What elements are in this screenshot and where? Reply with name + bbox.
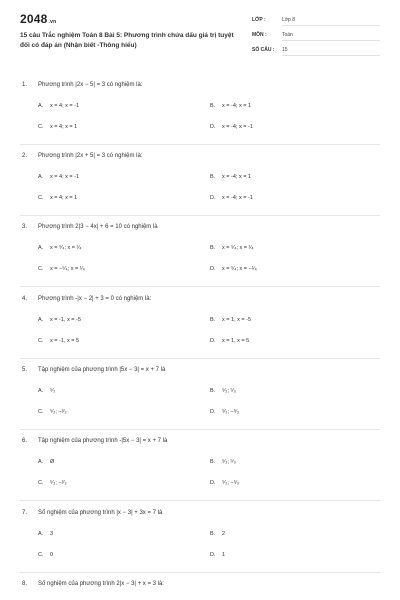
option-key: D. — [210, 480, 216, 486]
option-key: A. — [38, 317, 44, 323]
answer-option-d[interactable] — [210, 552, 225, 558]
option-key: D. — [210, 338, 216, 344]
mon-label: MÔN : — [252, 32, 267, 38]
logo-suffix: .vn — [48, 19, 57, 25]
option-value: ⁵⁄₂; ⁵⁄₃ — [222, 388, 236, 394]
option-key: B. — [210, 317, 216, 323]
option-key: A. — [38, 388, 44, 394]
answer-option-c[interactable] — [38, 409, 67, 415]
answer-option-d[interactable] — [210, 124, 253, 130]
question-number: 2. — [22, 153, 28, 159]
question-divider — [20, 144, 380, 145]
option-value: x = 4; x = -1 — [50, 174, 80, 180]
answer-option-a[interactable] — [38, 531, 53, 537]
option-key: C. — [38, 195, 44, 201]
socau-label: SỐ CÂU : — [252, 47, 275, 53]
option-value: Ø — [50, 459, 55, 465]
option-value: x = 1, x = 5 — [222, 338, 250, 344]
option-key: D. — [210, 124, 216, 130]
lop-label: LỚP : — [252, 17, 266, 23]
question-divider — [20, 429, 380, 430]
answer-option-d[interactable] — [210, 338, 249, 344]
question-text: Số nghiệm của phương trình 2|x − 3| + x = 3 là: — [38, 581, 164, 587]
question-number: 3. — [22, 224, 28, 230]
option-value: x = −⁵⁄₄; x = ¹⁄₄ — [50, 266, 85, 272]
answer-option-c[interactable] — [38, 195, 77, 201]
question-number: 5. — [22, 367, 28, 373]
question-divider — [20, 572, 380, 573]
answer-option-b[interactable] — [210, 174, 251, 180]
option-key: D. — [210, 195, 216, 201]
answer-option-c[interactable] — [38, 480, 67, 486]
option-key: B. — [210, 103, 216, 109]
option-key: A. — [38, 245, 44, 251]
answer-option-d[interactable] — [210, 480, 239, 486]
logo-text: 2048 — [20, 12, 48, 26]
answer-option-a[interactable] — [38, 388, 55, 394]
option-value: x = -4; x = 1 — [222, 174, 252, 180]
answer-option-c[interactable] — [38, 338, 79, 344]
option-key: D. — [210, 266, 216, 272]
question-divider — [20, 500, 380, 501]
option-value: ⁵⁄₂; −⁵⁄₃ — [222, 480, 240, 486]
option-value: x = -4; x = -1 — [222, 124, 253, 130]
option-key: B. — [210, 174, 216, 180]
option-value: 3 — [50, 531, 54, 537]
option-value: 1 — [222, 552, 226, 558]
question-number: 8. — [22, 581, 28, 587]
answer-option-b[interactable] — [210, 245, 254, 251]
option-key: A. — [38, 103, 44, 109]
answer-option-a[interactable] — [38, 174, 79, 180]
option-key: C. — [38, 266, 44, 272]
question-text: Phương trình -|x − 2| + 3 = 0 có nghiệm là: — [38, 296, 152, 302]
option-value: x = -4; x = -1 — [222, 195, 253, 201]
lop-value: Lớp 8 — [282, 17, 296, 23]
answer-option-b[interactable] — [210, 531, 225, 537]
lop-underline — [282, 25, 380, 26]
socau-value: 15 — [282, 47, 288, 53]
option-value: x = ⁵⁄₄; x = −¹⁄₄ — [222, 266, 257, 272]
option-value: x = ⁵⁄₄; x = ¹⁄₄ — [50, 245, 82, 251]
option-value: ⁵⁄₂; ⁵⁄₃ — [222, 459, 236, 465]
option-value: x = ⁵⁄₄; x = ¹⁄₄ — [222, 245, 254, 251]
answer-option-c[interactable] — [38, 124, 77, 130]
answer-option-c[interactable] — [38, 552, 53, 558]
answer-option-b[interactable] — [210, 459, 236, 465]
option-key: C. — [38, 338, 44, 344]
question-text: Phương trình |2x + 5| = 3 có nghiệm là: — [38, 153, 143, 159]
option-key: D. — [210, 409, 216, 415]
option-value: ⁵⁄₂; −²⁄₃ — [50, 409, 67, 415]
option-key: C. — [38, 409, 44, 415]
option-key: A. — [38, 174, 44, 180]
answer-option-b[interactable] — [210, 388, 236, 394]
mon-value: Toán — [282, 32, 293, 38]
question-number: 6. — [22, 438, 28, 444]
answer-option-d[interactable] — [210, 266, 257, 272]
question-number: 7. — [22, 510, 28, 516]
option-value: x = 4; x = 1 — [50, 195, 78, 201]
question-divider — [20, 358, 380, 359]
question-divider — [20, 286, 380, 287]
question-text: Phương trình 2|3 − 4x| + 6 = 10 có nghiệm là — [38, 224, 158, 230]
option-key: D. — [210, 552, 216, 558]
option-value: 2 — [222, 531, 226, 537]
answer-option-a[interactable] — [38, 317, 81, 323]
option-value: ⁵⁄₂ — [50, 388, 56, 394]
answer-option-d[interactable] — [210, 195, 253, 201]
option-value: x = -1, x = -5 — [50, 317, 81, 323]
option-key: B. — [210, 388, 216, 394]
option-key: A. — [38, 459, 44, 465]
question-number: 1. — [22, 82, 28, 88]
answer-option-d[interactable] — [210, 409, 239, 415]
option-key: C. — [38, 480, 44, 486]
answer-option-c[interactable] — [38, 266, 85, 272]
option-value: x = 4; x = -1 — [50, 103, 80, 109]
site-logo[interactable] — [20, 12, 56, 26]
option-key: B. — [210, 531, 216, 537]
answer-option-a[interactable] — [38, 459, 54, 465]
socau-underline — [282, 55, 380, 56]
option-value: x = -4; x = 1 — [222, 103, 252, 109]
option-key: B. — [210, 245, 216, 251]
option-value: x = 1, x = -5 — [222, 317, 252, 323]
question-text: Tập nghiệm của phương trình |5x − 3| = x + 7 là — [38, 367, 166, 373]
mon-underline — [282, 40, 380, 41]
option-value: ⁵⁄₂; −²⁄₃ — [50, 480, 67, 486]
option-key: C. — [38, 124, 44, 130]
option-value: 0 — [50, 552, 54, 558]
answer-option-a[interactable] — [38, 103, 79, 109]
option-key: B. — [210, 459, 216, 465]
option-value: x = -1, x = 5 — [50, 338, 80, 344]
option-key: A. — [38, 531, 44, 537]
page-title: 15 câu Trắc nghiệm Toán 8 Bài 5: Phương trình chứa dấu giá trị tuyệt đối có đáp án (Nhận biết -Thông hiểu) — [20, 32, 234, 49]
answer-option-b[interactable] — [210, 103, 251, 109]
question-text: Số nghiệm của phương trình |x − 3| + 3x = 7 là — [38, 510, 163, 516]
question-number: 4. — [22, 296, 28, 302]
answer-option-b[interactable] — [210, 317, 251, 323]
option-key: C. — [38, 552, 44, 558]
question-text: Phương trình |2x − 5| = 3 có nghiệm là: — [38, 82, 143, 88]
header — [0, 0, 400, 62]
question-divider — [20, 215, 380, 216]
question-text: Tập nghiệm của phương trình -|5x − 3| = x + 7 là — [38, 438, 168, 444]
option-value: ⁵⁄₂; −⁵⁄₃ — [222, 409, 240, 415]
answer-option-a[interactable] — [38, 245, 82, 251]
option-value: x = 4; x = 1 — [50, 124, 78, 130]
